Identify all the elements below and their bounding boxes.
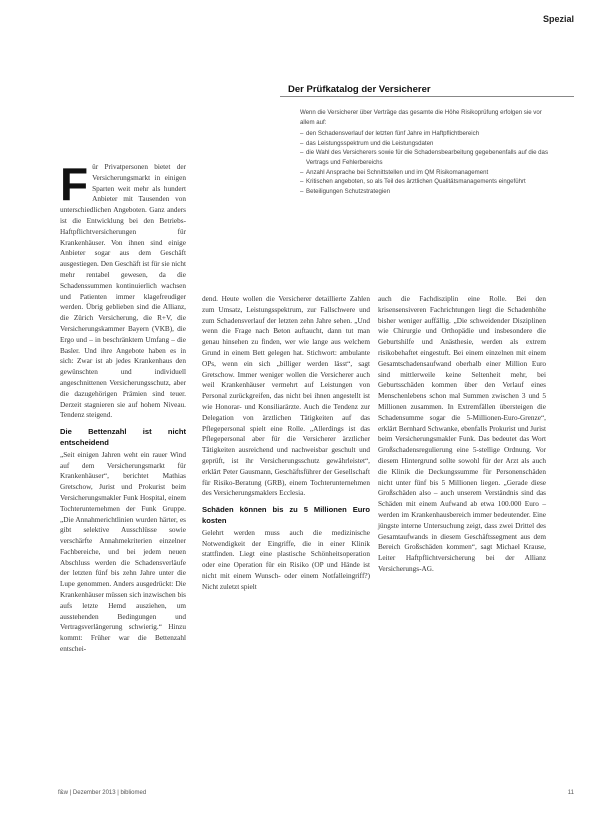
sidebar-box-item: – die Wahl des Versicherers sowie für die Schadensbearbeitung gegebenenfalls auf die das Vertrags und Fehlerbereichs <box>300 148 550 167</box>
sidebar-box-intro: Wenn die Versicherer über Verträge das gesamte die Höhe Risikoprüfung erfolgen sie vor allem auf: <box>300 109 542 126</box>
article-column-3 <box>378 294 546 575</box>
sidebar-box-item: – den Schadensverlauf der letzten fünf Jahre im Haftpflichtbereich <box>300 129 550 139</box>
article-paragraph: dend. Heute wollen die Versicherer detaillierte Zahlen zum Umsatz, Leistungsspektrum, zur Fallschwere und zum Schadensverlauf der letzten zehn Jahre sehen. „Und wenn die Frage nach Beton auftaucht, dann tut man genau hinsehen zu finden, wer wie lange aus welchem Grund in einem Bett gelegen hat. Stichwort: ambulante OPs, wenn ein sich „billiger werden lässt“, sagt Gretschow. Immer weniger wollen die Versicherer auch weil Krankenhäuser vermehrt auf Leistungen von Personal zurückgreifen, das nicht bei ihnen angestellt ist wie Honorar- und Konsiliarärzte. Auch die Tendenz zur Delegation von ärztlichen Tätigkeiten auf das Pflegepersonal spielt eine Rolle. „Allerdings ist das Pflegepersonal aber für die Versicherer ärztlicher Tätigkeiten ausreichend und nachweisbar geschult und geprüft, ist ihr Versicherungsschutz gewährleistet“, erklärt Peter Gausmann, Geschäftsführer der Gesellschaft für Risiko-Beratung (GRB), einem Tochterunternehmen des Versicherungsmaklers Ecclesia. <box>202 295 370 498</box>
article-paragraph: ür Privatpersonen bietet der Versicherungsmarkt in einigen Sparten weit mehr als hundert Anbieter mit Tausenden von unterschiedlichen Angeboten. Ganz anders ist die Entwicklung bei den Betriebs-Haftpflichtversicherungen für Krankenhäuser. Von ihnen sind einige Anbieter sogar aus dem Geschäft ausgestiegen. Den Geschäft ist für sie nicht mehr rentabel gewesen, da die Schadenssummen kontinuierlich wachsen und Patienten immer klagefreudiger werden. Übrig geblieben sind die Allianz, die Zürich Versicherung, die R+V, die Versicherungskammer Bayern (VKB), die Ergo und – in beschränktem Umfang – die Basler. Und ihre Angebote haben es in sich: Zwar ist ab jedes Krankenhaus den gewünschten und individuell angeschnittenen Versicherungsschutz, aber die dazugehörigen Prämien sind teuer. Derzeit stagnieren sie auf hohem Niveau. Tendenz steigend. <box>60 163 186 420</box>
article-paragraph: „Seit einigen Jahren weht ein rauer Wind auf dem Versicherungsmarkt für Krankenhäuser“, berichtet Mathias Gretschow, Jurist und Prokurist beim Versicherungsmakler Funk Hospital, einem Tochterunternehmen der Funk Gruppe. „Die Annahmerichtlinien wurden härter, es gibt selektive Ausschlüsse sowie verschärfte Annahmekriterien einzelner Fachbereiche, und bei jedem neuen Abschluss werden die Schadensverläufe der letzten fünf bis zehn Jahre unter die Lupe genommen. Anders ausgedrückt: Die Krankenhäuser müssen sich inzwischen bis aufs letzte Hemd ausziehen, um ausstehenden Bedingungen und Vertragsverlängerung schwierig.“ Hinzu kommt: Früher war die Bettenzahl entschei- <box>60 450 186 654</box>
sidebar-box-item: – Anzahl Ansprache bei Schnittstellen und im QM Risikomanagement <box>300 168 550 178</box>
sidebar-box <box>300 108 550 196</box>
article-subheading: Schäden können bis zu 5 Millionen Euro kosten <box>202 505 370 525</box>
sidebar-box-item: – Beteiligungen Schutzstrategien <box>300 187 550 197</box>
drop-cap: F <box>60 158 89 210</box>
sidebar-box-title: Der Prüfkatalog der Versicherer <box>288 84 431 95</box>
sidebar-box-item: – das Leistungsspektrum und die Leistungsdaten <box>300 139 550 149</box>
sidebar-box-list <box>300 129 550 196</box>
section-label: Spezial <box>542 14 574 24</box>
article-paragraph: Gelehrt werden muss auch die medizinische Notwendigkeit der Eingriffe, die in einer Klinik stattfinden. Liegt eine plastische Schönheitsoperation oder eine Operation für ein Risiko (OP und Hände ist nicht mit einem Wunsch- oder einem Notfalleingriff?) Nicht zuletzt spielt <box>202 528 370 591</box>
sidebar-box-item: – Kritischen angeboten, so als Teil des ärztlichen Qualitätsmanagements eingeführt <box>300 177 550 187</box>
article-paragraph: auch die Fachdisziplin eine Rolle. Bei den krisensensiveren Fachrichtungen liegt die Schadenhöhe bisher weniger auffällig. „Die schweidender Disziplinen wie Chirurgie und Orthopädie und insbesondere die Geburtshilfe und Anästhesie, werden als extrem risikobehaftet eingestuft. Bei einem einzelnen mit einem Gesamtschadensaufwand oberhalb einer Million Euro sind mittlerweile keine Seltenheit mehr, bei Geburtsschäden kommen über den Verlauf eines Menschenlebens schon mal Summen zwischen 3 und 5 Millionen zusammen. In Extremfällen übersteigen die Schadensumme sogar die 5-Millionen-Euro-Grenze“, erklärt Bernhard Schwanke, ebenfalls Prokurist und Jurist beim Versicherungsmakler Funk. Das bedeutet das Wort Großschadensregulierung eine 5-stellige Ordnung. Vor diesem Hintergrund sollte sowohl für der Arzt als auch die Klinik die Deckungssumme für Personenschäden nicht unter fünf bis 5 Millionen liegen. „Gerade diese Großschäden also – auch unserem Verständnis sind das Schäden mit einem Aufwand ab etwa 100.000 Euro – werden im Krankenhausbereich immer bedeutender. Eine jüngste interne Untersuchung zeigt, dass zwei Drittel des Gesamtaufwands in diesem Geschäftssegment aus dem Bereich Großschäden kommen“, sagt Michael Krause, Leiter Haftpflichtversicherung bei der Allianz Versicherungs-AG. <box>378 295 546 573</box>
page-number: 11 <box>567 790 574 796</box>
footer-publication: f&w | Dezember 2013 | bibliomed <box>58 790 147 796</box>
sidebar-box-rule <box>280 96 574 97</box>
article-column-1 <box>60 158 186 655</box>
article-subheading: Die Bettenzahl ist nicht entscheidend <box>60 427 186 447</box>
article-column-2 <box>202 294 370 593</box>
